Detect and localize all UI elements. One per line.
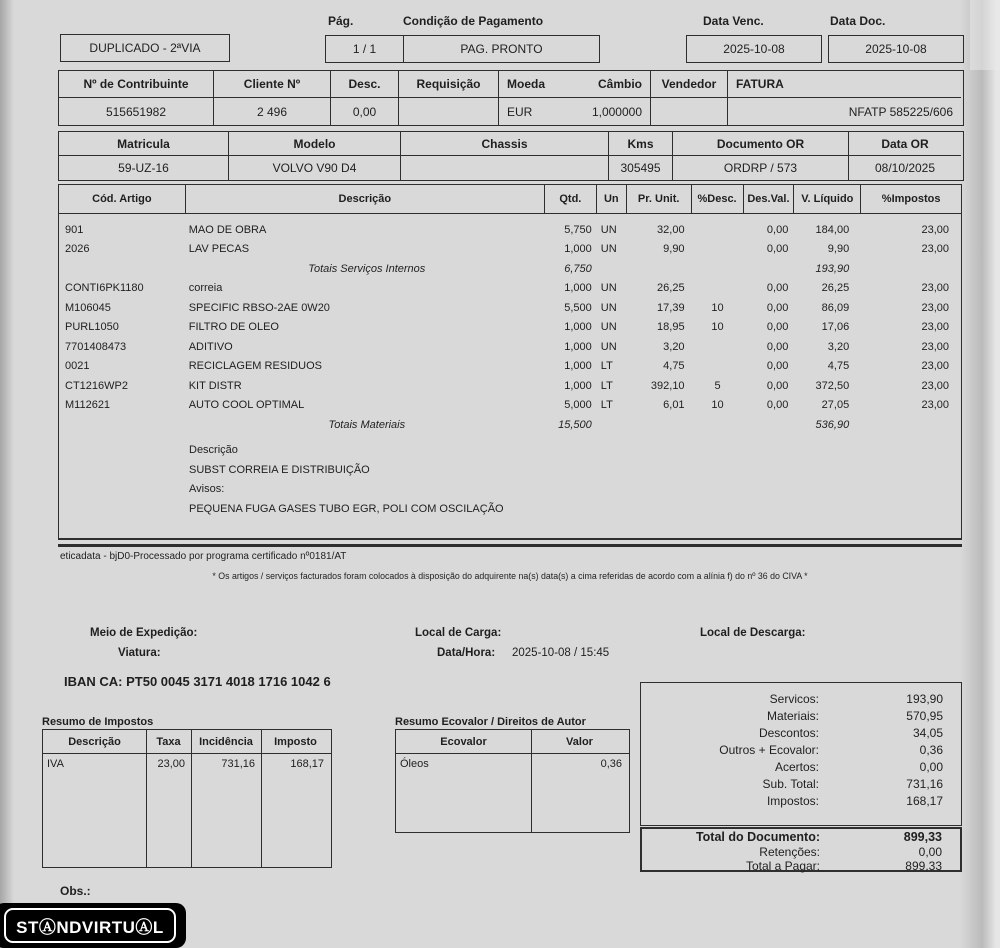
items-cell-qty: 1,000 xyxy=(564,243,592,256)
items-cell-un: LT xyxy=(600,379,613,392)
items-cell-qty: 15,500 xyxy=(558,418,592,431)
items-cell-desc: MAO DE OBRA xyxy=(188,223,267,236)
items-cell-dval: 0,00 xyxy=(766,379,789,392)
items-cell-desc: LAV PECAS xyxy=(188,243,250,256)
summary-value: 193,90 xyxy=(906,691,943,706)
tax-col-rate: Taxa xyxy=(156,735,181,748)
items-cell-pdesc: 5 xyxy=(714,379,721,392)
plate-value: 59-UZ-16 xyxy=(59,156,229,180)
items-cell-desc: Totais Serviços Internos xyxy=(308,262,426,275)
tax-col-tax: Imposto xyxy=(274,735,317,748)
items-cell-desc: correia xyxy=(188,282,223,295)
nif-value: 515651982 xyxy=(59,98,214,125)
watermark-text: STⒶNDVIRTUⒶL xyxy=(16,918,164,937)
tax-cell: 168,17 xyxy=(290,758,324,770)
tax-body xyxy=(43,754,331,774)
or-date-value: 08/10/2025 xyxy=(874,161,936,175)
items-cell-code: CONTI6PK1180 xyxy=(65,282,144,295)
items-row xyxy=(59,376,961,396)
items-cell-price: 9,90 xyxy=(663,243,685,256)
summary-label: Outros + Ecovalor: xyxy=(719,742,819,757)
items-cell-price: 392,10 xyxy=(650,379,685,392)
total-line xyxy=(642,845,960,860)
col-header-pct-tax: %Impostos xyxy=(881,193,941,205)
items-cell-desc: KIT DISTR xyxy=(188,379,242,392)
col-header-client: Cliente Nº xyxy=(214,71,331,98)
or-document-value: ORDRP / 573 xyxy=(673,156,849,180)
items-cell-desc: RECICLAGEM RESIDUOS xyxy=(188,360,322,373)
items-row xyxy=(59,298,961,318)
col-header-requisition: Requisição xyxy=(399,71,499,98)
scan-corner-highlight xyxy=(970,0,1000,70)
items-cell-un: UN xyxy=(600,282,617,295)
items-cell-dval: 0,00 xyxy=(766,321,789,334)
col-header-kms: Kms xyxy=(609,132,673,156)
items-cell-code: 901 xyxy=(65,223,84,236)
tax-cell: IVA xyxy=(47,758,64,770)
ecovalor-col-name: Ecovalor xyxy=(440,735,487,748)
col-header-or-date: Data OR xyxy=(849,132,961,156)
items-cell-net: 3,20 xyxy=(827,340,850,353)
total-label: Total a Pagar: xyxy=(745,859,820,874)
legal-fineprint: * Os artigos / serviços facturados foram colocados à disposição do adquirente na(s) data(s) a cima referidas de acordo com a alínia f) do nº 36 do CIVA * xyxy=(212,571,808,581)
items-row xyxy=(59,396,961,416)
summary-line xyxy=(641,724,961,741)
items-header xyxy=(59,185,961,214)
items-cell-dval: 0,00 xyxy=(766,340,789,353)
items-cell-dval: 0,00 xyxy=(766,223,789,236)
items-cell-net: 184,00 xyxy=(815,223,850,236)
col-header-plate: Matricula xyxy=(59,132,229,156)
items-cell-desc: Totais Materiais xyxy=(328,418,406,431)
col-header-currency xyxy=(499,71,651,98)
page-label: Pág. xyxy=(328,14,354,28)
items-cell-ptax: 23,00 xyxy=(921,399,949,412)
items-subtotal-row xyxy=(59,415,961,435)
items-cell-dval: 0,00 xyxy=(766,301,789,314)
tax-cell: 23,00 xyxy=(157,758,185,770)
due-date-label: Data Venc. xyxy=(703,14,764,28)
items-cell-net: 193,90 xyxy=(815,262,850,275)
items-table xyxy=(58,184,962,540)
due-date-value: 2025-10-08 xyxy=(723,42,785,56)
iban-value: IBAN CA: PT50 0045 3171 4018 1716 1042 6 xyxy=(64,674,331,689)
items-cell-un: LT xyxy=(600,360,613,373)
exchange-value: 1,000000 xyxy=(591,104,642,119)
items-cell-qty: 5,500 xyxy=(564,301,592,314)
currency-value-cell xyxy=(499,98,651,125)
items-cell-un: UN xyxy=(600,321,617,334)
items-note-line: Avisos: xyxy=(189,483,225,496)
seller-value xyxy=(651,98,728,125)
discount-value: 0,00 xyxy=(331,98,399,125)
total-line xyxy=(642,830,960,845)
watermark-frame xyxy=(4,908,176,943)
items-cell-net: 372,50 xyxy=(815,379,850,392)
summary-label: Materiais: xyxy=(766,708,819,723)
summary-line xyxy=(641,758,961,775)
observations-label: Obs.: xyxy=(60,884,91,898)
items-cell-price: 3,20 xyxy=(663,340,685,353)
col-header-quantity: Qtd. xyxy=(545,185,597,213)
summary-value: 731,16 xyxy=(906,776,943,791)
items-cell-code: M106045 xyxy=(65,301,111,314)
page-number-box xyxy=(325,35,404,63)
col-header-discount-value: Des.Val. xyxy=(744,185,795,213)
model-value: VOLVO V90 D4 xyxy=(229,156,401,180)
exchange-label: Câmbio xyxy=(597,77,642,91)
ecovalor-table xyxy=(395,729,630,833)
items-cell-price: 4,75 xyxy=(663,360,685,373)
summary-value: 34,05 xyxy=(912,725,943,740)
doc-date-box xyxy=(828,35,964,63)
tax-summary-title: Resumo de Impostos xyxy=(42,716,154,728)
items-cell-ptax: 23,00 xyxy=(921,321,949,334)
summary-value: 0,00 xyxy=(919,759,943,774)
items-note-line: SUBST CORREIA E DISTRIBUIÇÃO xyxy=(189,463,370,476)
items-cell-un: LT xyxy=(600,399,613,412)
items-cell-desc: SPECIFIC RBSO-2AE 0W20 xyxy=(188,301,330,314)
items-cell-code: 0021 xyxy=(65,360,90,373)
col-header-article-code: Cód. Artigo xyxy=(59,185,186,213)
items-cell-ptax: 23,00 xyxy=(921,223,949,236)
items-cell-ptax: 23,00 xyxy=(921,379,949,392)
total-value: 899,33 xyxy=(905,859,942,874)
items-cell-ptax: 23,00 xyxy=(921,360,949,373)
items-cell-dval: 0,00 xyxy=(766,360,789,373)
payment-terms-value: PAG. PRONTO xyxy=(460,42,543,56)
doc-date-label: Data Doc. xyxy=(830,14,886,28)
items-cell-desc: FILTRO DE OLEO xyxy=(188,321,279,334)
copy-type-label: DUPLICADO - 2ªVIA xyxy=(89,41,201,55)
col-header-seller: Vendedor xyxy=(651,71,728,98)
col-header-or-document: Documento OR xyxy=(673,132,849,156)
chassis-value xyxy=(401,156,609,180)
currency-label: Moeda xyxy=(507,77,546,91)
items-cell-net: 26,25 xyxy=(821,282,850,295)
items-cell-qty: 1,000 xyxy=(564,321,592,334)
items-cell-un: UN xyxy=(600,243,617,256)
payment-terms-label: Condição de Pagamento xyxy=(403,14,544,28)
items-cell-qty: 1,000 xyxy=(564,340,592,353)
summary-box xyxy=(640,682,962,826)
totals-box xyxy=(640,827,962,872)
items-row xyxy=(59,279,961,299)
footer-separator-line xyxy=(58,544,962,547)
summary-value: 570,95 xyxy=(906,708,943,723)
items-cell-ptax: 23,00 xyxy=(921,243,949,256)
unload-place-label: Local de Descarga: xyxy=(700,627,806,639)
items-body xyxy=(59,214,961,435)
ecovalor-row xyxy=(396,754,629,774)
items-cell-price: 26,25 xyxy=(657,282,685,295)
items-cell-price: 6,01 xyxy=(663,399,685,412)
col-header-unit: Un xyxy=(597,185,627,213)
items-cell-qty: 5,750 xyxy=(564,223,592,236)
total-label: Retenções: xyxy=(759,844,820,859)
total-value: 0,00 xyxy=(918,844,942,859)
items-row xyxy=(59,240,961,260)
items-cell-net: 9,90 xyxy=(827,243,850,256)
items-cell-code: 7701408473 xyxy=(65,340,127,353)
payment-terms-box xyxy=(403,35,600,63)
items-cell-dval: 0,00 xyxy=(766,399,789,412)
items-cell-un: UN xyxy=(600,301,617,314)
items-cell-qty: 1,000 xyxy=(564,282,592,295)
summary-line xyxy=(641,792,961,809)
items-cell-code: M112621 xyxy=(65,399,111,412)
datetime-label: Data/Hora: xyxy=(437,647,496,659)
col-header-chassis: Chassis xyxy=(401,132,609,156)
items-cell-un: UN xyxy=(600,340,617,353)
items-cell-un: UN xyxy=(600,223,617,236)
tax-row xyxy=(43,754,331,774)
col-header-nif: Nº de Contribuinte xyxy=(59,71,214,98)
requisition-value xyxy=(399,98,499,125)
items-cell-net: 536,90 xyxy=(815,418,850,431)
ecovalor-title: Resumo Ecovalor / Direitos de Autor xyxy=(395,716,586,728)
vehicle-table xyxy=(58,131,964,181)
vehicle-label: Viatura: xyxy=(118,647,161,659)
items-note-line: Descrição xyxy=(189,444,238,457)
copy-type-box xyxy=(60,34,230,62)
col-header-desc: Desc. xyxy=(331,71,399,98)
tax-col-incidence: Incidência xyxy=(199,735,253,748)
currency-value: EUR xyxy=(507,104,533,119)
items-cell-code: CT1216WP2 xyxy=(65,379,128,392)
summary-line xyxy=(641,690,961,707)
items-cell-qty: 5,000 xyxy=(564,399,592,412)
summary-label: Descontos: xyxy=(758,725,819,740)
summary-value: 168,17 xyxy=(906,793,943,808)
items-cell-net: 17,06 xyxy=(821,321,850,334)
items-cell-ptax: 23,00 xyxy=(921,282,949,295)
items-notes xyxy=(189,441,961,519)
items-cell-qty: 1,000 xyxy=(564,360,592,373)
items-cell-code: PURL1050 xyxy=(65,321,119,334)
col-header-net-value: V. Líquido xyxy=(794,185,861,213)
tax-cell: 731,16 xyxy=(221,758,255,770)
total-label: Total do Documento: xyxy=(695,830,820,845)
summary-label: Impostos: xyxy=(766,793,819,808)
doc-date-value: 2025-10-08 xyxy=(865,42,927,56)
kms-value: 305495 xyxy=(609,156,673,180)
items-cell-price: 32,00 xyxy=(657,223,685,236)
col-header-description: Descrição xyxy=(186,185,545,213)
col-header-model: Modelo xyxy=(229,132,401,156)
items-cell-net: 4,75 xyxy=(827,360,850,373)
page-number-value: 1 / 1 xyxy=(352,42,377,56)
client-number-value: 2 496 xyxy=(214,98,331,125)
tax-summary-table xyxy=(42,729,332,868)
ecovalor-table-header xyxy=(396,730,629,754)
scan-edge-left xyxy=(0,0,14,948)
items-subtotal-row xyxy=(59,259,961,279)
col-header-pct-discount: %Desc. xyxy=(692,185,744,213)
ecovalor-cell: Óleos xyxy=(400,758,429,770)
summary-line xyxy=(641,775,961,792)
load-place-label: Local de Carga: xyxy=(415,627,502,639)
items-cell-qty: 1,000 xyxy=(564,379,592,392)
tax-col-description: Descrição xyxy=(68,735,121,748)
summary-line xyxy=(641,741,961,758)
summary-label: Acertos: xyxy=(774,759,819,774)
summary-value: 0,36 xyxy=(919,742,943,757)
col-header-unit-price: Pr. Unit. xyxy=(627,185,692,213)
items-cell-net: 86,09 xyxy=(821,301,850,314)
ecovalor-cell: 0,36 xyxy=(600,758,622,770)
items-cell-net: 27,05 xyxy=(821,399,850,412)
summary-label: Servicos: xyxy=(769,691,819,706)
items-cell-desc: AUTO COOL OPTIMAL xyxy=(188,399,305,412)
standvirtual-watermark xyxy=(0,903,186,948)
tax-table-header xyxy=(43,730,331,754)
summary-label: Sub. Total: xyxy=(762,776,819,791)
items-cell-pdesc: 10 xyxy=(711,399,724,412)
items-cell-ptax: 23,00 xyxy=(921,340,949,353)
items-cell-qty: 6,750 xyxy=(564,262,592,275)
items-cell-dval: 0,00 xyxy=(766,282,789,295)
certification-text: eticadata - bjD0-Processado por programa certificado nº0181/AT xyxy=(60,551,347,562)
due-date-box xyxy=(686,35,822,63)
items-cell-desc: ADITIVO xyxy=(188,340,233,353)
items-row xyxy=(59,220,961,240)
items-cell-ptax: 23,00 xyxy=(921,301,949,314)
scan-edge-right xyxy=(960,0,1000,948)
invoice-number-value: NFATP 585225/606 xyxy=(848,104,953,119)
items-row xyxy=(59,318,961,338)
items-cell-pdesc: 10 xyxy=(711,321,724,334)
items-row xyxy=(59,357,961,377)
summary-line xyxy=(641,707,961,724)
items-cell-price: 17,39 xyxy=(657,301,685,314)
items-note-line: PEQUENA FUGA GASES TUBO EGR, POLI COM OSCILAÇÃO xyxy=(189,502,504,515)
total-value: 899,33 xyxy=(903,830,942,845)
col-header-invoice: FATURA xyxy=(728,71,961,98)
shipping-method-label: Meio de Expedição: xyxy=(90,627,198,639)
items-cell-dval: 0,00 xyxy=(766,243,789,256)
items-row xyxy=(59,337,961,357)
items-cell-price: 18,95 xyxy=(657,321,685,334)
ecovalor-col-value: Valor xyxy=(566,735,593,748)
party-table xyxy=(58,70,964,126)
items-cell-code: 2026 xyxy=(65,243,90,256)
eco-body xyxy=(396,754,629,774)
items-cell-pdesc: 10 xyxy=(711,301,724,314)
total-line xyxy=(642,859,960,874)
datetime-value: 2025-10-08 / 15:45 xyxy=(512,647,610,659)
